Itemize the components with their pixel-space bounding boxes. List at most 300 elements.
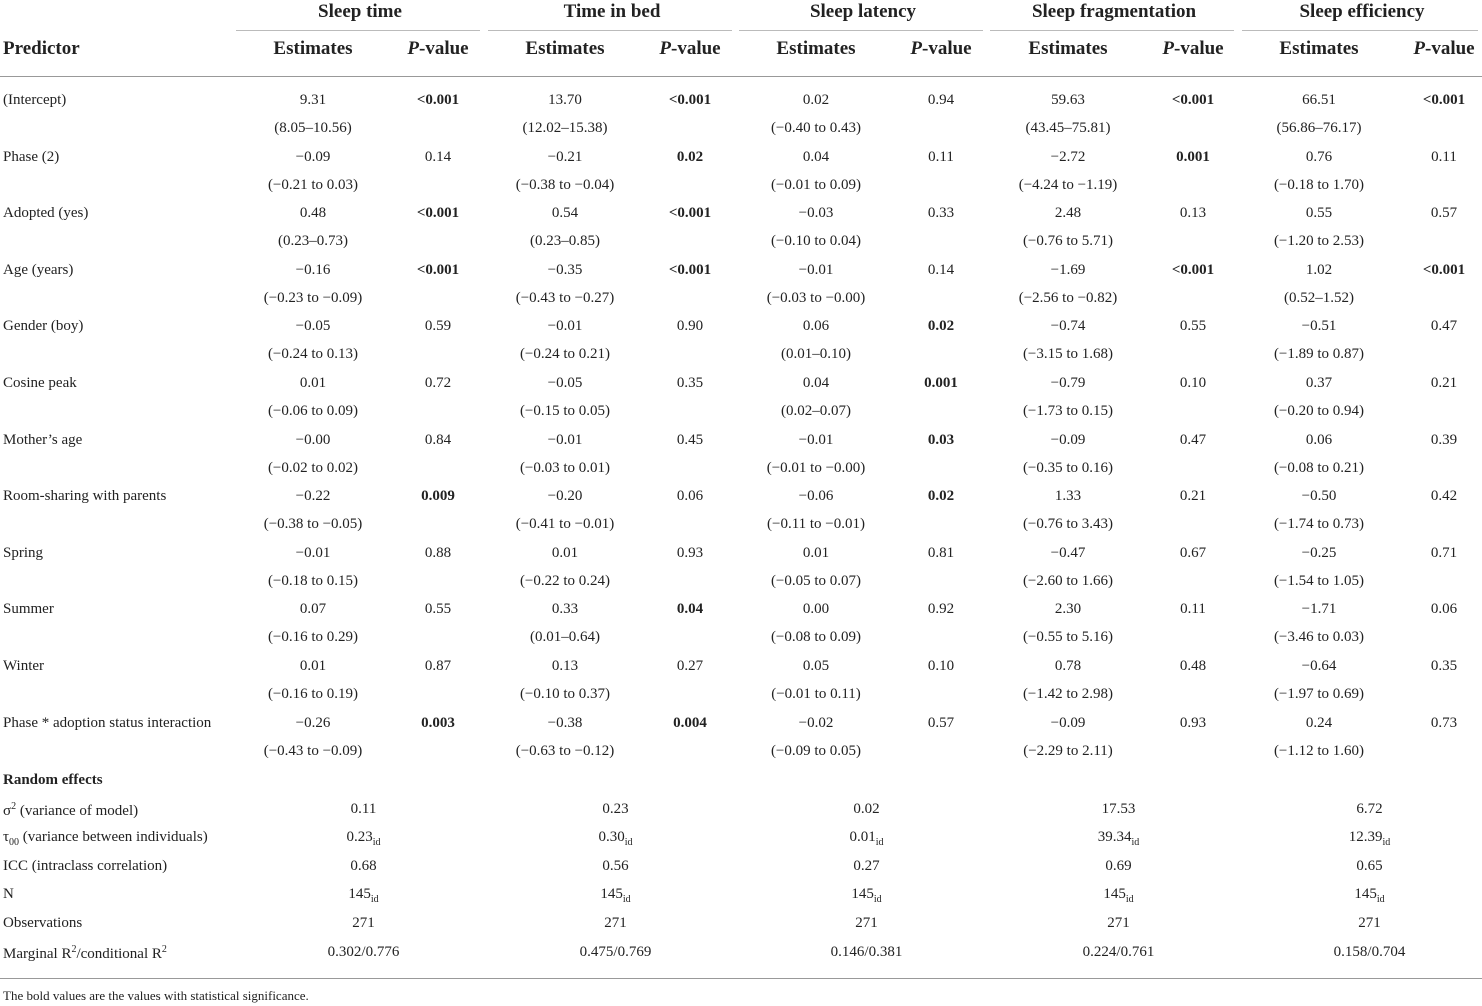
p-value: 0.84 (424, 431, 452, 448)
predictor-label: Adopted (yes) (3, 205, 89, 222)
p-italic: P (407, 38, 419, 59)
estimate-value: 2.48 (1054, 205, 1082, 222)
confidence-interval: (0.01–0.64) (530, 629, 600, 646)
confidence-interval: (−1.12 to 1.60) (1273, 742, 1365, 759)
value-text: 145 (600, 886, 623, 903)
p-value: 0.10 (927, 658, 955, 674)
p-value: 0.71 (1430, 544, 1458, 561)
estimate-value: 0.06 (1305, 431, 1333, 448)
p-value: 0.93 (676, 544, 704, 561)
p-value: 0.11 (928, 148, 954, 165)
confidence-interval: (−0.18 to 1.70) (1273, 176, 1365, 193)
random-effect-value (536, 886, 696, 905)
random-effect-label (3, 801, 138, 820)
random-effect-value (536, 858, 696, 875)
estimate-value: −0.64 (1301, 658, 1337, 674)
confidence-interval: (−1.54 to 1.05) (1273, 572, 1365, 589)
random-effects-heading: Random effects (3, 772, 103, 788)
random-effect-value (536, 944, 696, 961)
random-effect-value (787, 858, 947, 875)
estimate-value: −0.01 (295, 544, 331, 561)
estimate-value: 0.78 (1054, 658, 1082, 674)
random-effect-value (1290, 858, 1450, 875)
value-subscript: id (873, 894, 882, 906)
value-subscript: id (1131, 837, 1140, 849)
random-effect-value (1290, 915, 1450, 932)
value-text: 271 (604, 915, 627, 931)
outcome-underline (236, 30, 480, 31)
estimate-value: −0.25 (1301, 544, 1337, 561)
value-subscript: id (1125, 894, 1134, 906)
random-effect-value (1039, 886, 1199, 905)
label-text: Marginal R (3, 945, 72, 962)
value-text: 0.158/0.704 (1333, 943, 1406, 960)
confidence-interval: (43.45–75.81) (1025, 120, 1111, 136)
estimate-value: −0.50 (1301, 488, 1337, 505)
random-effect-value (1290, 886, 1450, 905)
p-value: 0.33 (927, 205, 955, 222)
random-effect-value (284, 858, 444, 875)
estimate-value: 0.02 (802, 92, 830, 108)
estimate-value: 0.01 (551, 544, 579, 561)
confidence-interval: (−4.24 to −1.19) (1018, 176, 1118, 193)
confidence-interval: (12.02–15.38) (522, 120, 608, 136)
value-subscript: id (1376, 894, 1385, 906)
value-text: 0.65 (1356, 857, 1383, 874)
label-text: ICC (intraclass correlation) (3, 857, 168, 874)
header-rule (0, 76, 1482, 77)
confidence-interval: (0.23–0.85) (530, 233, 600, 250)
value-subscript: id (1382, 837, 1391, 849)
p-value-header (388, 38, 488, 60)
value-text: 145 (1103, 886, 1126, 903)
p-suffix: -value (922, 38, 972, 59)
p-italic: P (1162, 38, 1174, 59)
random-effect-value (284, 829, 444, 848)
value-text: 0.56 (602, 857, 629, 874)
confidence-interval: (−0.23 to −0.09) (263, 289, 363, 306)
label-superscript: 2 (71, 943, 77, 955)
confidence-interval: (−0.08 to 0.09) (770, 629, 862, 646)
confidence-interval: (−0.40 to 0.43) (770, 120, 862, 136)
predictor-label: Cosine peak (3, 375, 77, 391)
estimate-value: −1.71 (1301, 601, 1337, 618)
outcome-underline (1242, 30, 1478, 31)
confidence-interval: (−0.09 to 0.05) (770, 742, 862, 759)
confidence-interval: (−0.01 to 0.11) (771, 686, 861, 702)
confidence-interval: (−1.97 to 0.69) (1273, 686, 1365, 702)
value-text: 0.68 (350, 857, 377, 874)
p-value-header (1143, 38, 1243, 60)
estimate-value: −0.09 (1050, 431, 1086, 448)
estimate-value: −0.35 (547, 261, 583, 278)
outcome-underline (488, 30, 732, 31)
confidence-interval: (−0.16 to 0.19) (267, 686, 359, 702)
random-effect-value (787, 944, 947, 961)
random-effect-label (3, 829, 208, 848)
random-effect-label (3, 915, 82, 932)
label-superscript: 2 (161, 943, 167, 955)
estimate-value: −0.09 (295, 148, 331, 165)
random-effect-value (284, 915, 444, 932)
predictor-label: Phase * adoption status interaction (3, 714, 212, 731)
confidence-interval: (−0.76 to 5.71) (1022, 233, 1114, 250)
confidence-interval: (0.01–0.10) (781, 346, 851, 363)
confidence-interval: (−0.15 to 0.05) (519, 403, 611, 419)
p-value: 0.10 (1179, 375, 1207, 391)
label-text: N (3, 886, 14, 903)
predictor-label: Winter (3, 658, 45, 674)
predictor-label: Phase (2) (3, 148, 60, 165)
value-text: 145 (851, 886, 874, 903)
value-text: 0.23 (346, 829, 373, 846)
p-value: 0.13 (1179, 205, 1207, 222)
predictor-label: Summer (3, 601, 54, 618)
estimate-value: −1.69 (1050, 261, 1086, 278)
random-effect-value (1290, 801, 1450, 818)
confidence-interval: (0.23–0.73) (278, 233, 348, 250)
value-text: 6.72 (1356, 800, 1383, 817)
estimate-value: 0.24 (1305, 714, 1333, 731)
p-value: 0.47 (1179, 431, 1207, 448)
label-text: /conditional R (76, 945, 162, 962)
value-subscript: id (370, 894, 379, 906)
p-value: 0.02 (927, 318, 955, 335)
p-value: 0.11 (1431, 148, 1457, 165)
estimate-value: −0.03 (798, 205, 834, 222)
p-value: 0.42 (1430, 488, 1458, 505)
estimate-value: 0.05 (802, 658, 830, 674)
estimate-value: 0.01 (299, 658, 327, 674)
confidence-interval: (−0.05 to 0.07) (770, 572, 862, 589)
value-text: 0.69 (1105, 857, 1132, 874)
predictor-label: Age (years) (3, 261, 74, 278)
confidence-interval: (−0.06 to 0.09) (267, 403, 359, 419)
estimate-value: 0.01 (802, 544, 830, 561)
p-italic: P (659, 38, 671, 59)
estimate-value: 66.51 (1302, 92, 1336, 108)
estimate-value: 0.01 (299, 375, 327, 391)
value-text: 17.53 (1101, 800, 1136, 817)
confidence-interval: (−0.38 to −0.04) (515, 176, 615, 193)
random-effect-value (284, 801, 444, 818)
p-value: 0.67 (1179, 544, 1207, 561)
p-value: <0.001 (1171, 261, 1215, 278)
estimate-value: −0.38 (547, 714, 583, 731)
confidence-interval: (−0.41 to −0.01) (515, 516, 615, 533)
p-value: 0.04 (676, 601, 704, 618)
estimate-value: 0.54 (551, 205, 579, 222)
confidence-interval: (−1.20 to 2.53) (1273, 233, 1365, 250)
estimates-header: Estimates (273, 38, 353, 59)
outcome-header: Sleep efficiency (1299, 1, 1425, 22)
random-effect-value (1039, 829, 1199, 848)
p-value: 0.35 (676, 375, 704, 391)
confidence-interval: (−1.89 to 0.87) (1273, 346, 1365, 363)
value-subscript: id (622, 894, 631, 906)
label-superscript: 2 (11, 800, 17, 812)
random-effect-value (1290, 944, 1450, 961)
p-value: 0.93 (1179, 714, 1207, 731)
confidence-interval: (56.86–76.17) (1276, 120, 1362, 136)
outcome-header: Sleep fragmentation (1031, 1, 1197, 22)
confidence-interval: (−0.63 to −0.12) (515, 742, 615, 759)
confidence-interval: (−0.02 to 0.02) (267, 459, 359, 476)
confidence-interval: (−1.74 to 0.73) (1273, 516, 1365, 533)
confidence-interval: (−0.10 to 0.04) (770, 233, 862, 250)
value-text: 0.11 (350, 800, 377, 817)
confidence-interval: (−3.46 to 0.03) (1273, 629, 1365, 646)
estimate-value: −0.06 (798, 488, 834, 505)
p-value: 0.73 (1430, 714, 1458, 731)
value-text: 0.02 (853, 800, 880, 817)
estimate-value: 0.48 (299, 205, 327, 222)
value-text: 0.23 (602, 800, 629, 817)
random-effect-value (1039, 944, 1199, 961)
estimate-value: −0.47 (1050, 544, 1086, 561)
outcome-underline (990, 30, 1234, 31)
random-effect-label (3, 858, 167, 875)
p-value: 0.88 (424, 544, 452, 561)
p-value: 0.003 (421, 714, 455, 731)
confidence-interval: (−1.73 to 0.15) (1022, 403, 1114, 419)
estimate-value: −0.26 (295, 714, 331, 731)
confidence-interval: (−0.03 to 0.01) (519, 459, 611, 476)
confidence-interval: (−0.35 to 0.16) (1022, 459, 1114, 476)
label-text: Observations (3, 915, 83, 931)
p-value: 0.45 (676, 431, 704, 448)
confidence-interval: (−0.21 to 0.03) (267, 176, 359, 193)
estimate-value: −0.02 (798, 714, 834, 731)
confidence-interval: (−0.11 to −0.01) (766, 516, 866, 533)
p-value: 0.06 (1430, 601, 1458, 618)
p-value: 0.59 (424, 318, 452, 335)
estimates-header: Estimates (1279, 38, 1359, 59)
p-value: 0.87 (424, 658, 452, 674)
p-value: 0.57 (927, 714, 955, 731)
value-text: 271 (352, 915, 375, 931)
p-value-header (891, 38, 991, 60)
value-text: 0.27 (853, 857, 880, 874)
confidence-interval: (8.05–10.56) (274, 120, 352, 136)
estimate-value: −0.05 (295, 318, 331, 335)
confidence-interval: (−0.43 to −0.09) (263, 742, 363, 759)
estimate-value: −0.05 (547, 375, 583, 391)
predictor-label: Room-sharing with parents (3, 488, 167, 505)
value-text: 145 (1354, 886, 1377, 903)
estimate-value: −0.00 (295, 431, 331, 448)
p-value: 0.39 (1430, 431, 1458, 448)
p-value: 0.92 (927, 601, 955, 618)
random-effect-value (1039, 801, 1199, 818)
p-suffix: -value (419, 38, 469, 59)
confidence-interval: (−0.10 to 0.37) (519, 686, 611, 702)
confidence-interval: (−0.38 to −0.05) (263, 516, 363, 533)
p-value: <0.001 (1171, 92, 1215, 108)
p-italic: P (1413, 38, 1425, 59)
estimate-value: −0.22 (295, 488, 331, 505)
value-text: 145 (348, 886, 371, 903)
label-text: σ (3, 802, 12, 819)
outcome-header: Time in bed (563, 1, 661, 22)
outcome-header: Sleep latency (809, 1, 917, 22)
confidence-interval: (−1.42 to 2.98) (1022, 686, 1114, 702)
confidence-interval: (−0.24 to 0.13) (267, 346, 359, 363)
table-footnote: The bold values are the values with statistical significance. (3, 988, 309, 1003)
predictor-label: Gender (boy) (3, 318, 84, 335)
p-value: 0.14 (927, 261, 955, 278)
confidence-interval: (−0.03 to −0.00) (766, 289, 866, 306)
p-value: 0.55 (1179, 318, 1207, 335)
p-value: 0.14 (424, 148, 452, 165)
confidence-interval: (−3.15 to 1.68) (1022, 346, 1114, 363)
random-effect-value (787, 886, 947, 905)
estimate-value: −2.72 (1050, 148, 1086, 165)
p-value: 0.72 (424, 375, 452, 391)
confidence-interval: (−0.76 to 3.43) (1022, 516, 1114, 533)
estimate-value: 0.76 (1305, 148, 1333, 165)
p-value: 0.47 (1430, 318, 1458, 335)
estimate-value: 0.55 (1305, 205, 1333, 222)
p-value: 0.81 (927, 544, 955, 561)
confidence-interval: (−2.56 to −0.82) (1018, 289, 1118, 306)
random-effect-value (284, 886, 444, 905)
bottom-rule (0, 978, 1482, 979)
estimate-value: 59.63 (1051, 92, 1085, 108)
predictor-label: Spring (3, 544, 44, 561)
p-value: 0.48 (1179, 658, 1207, 674)
value-text: 39.34 (1097, 829, 1132, 846)
outcome-underline (739, 30, 983, 31)
random-effect-label (3, 944, 167, 963)
p-value: 0.55 (424, 601, 452, 618)
estimate-value: 1.33 (1054, 488, 1082, 505)
random-effect-value (1290, 829, 1450, 848)
predictor-label: (Intercept) (3, 92, 67, 108)
p-value: 0.21 (1179, 488, 1207, 505)
predictor-label: Mother’s age (3, 431, 83, 448)
p-value: 0.27 (676, 658, 704, 674)
random-effect-value (787, 829, 947, 848)
p-value: <0.001 (416, 261, 460, 278)
random-effect-value (536, 829, 696, 848)
random-effect-value (284, 944, 444, 961)
estimate-value: 9.31 (299, 92, 327, 108)
p-value: <0.001 (1422, 261, 1466, 278)
estimate-value: 13.70 (548, 92, 582, 108)
value-text: 271 (855, 915, 878, 931)
label-subscript: 00 (9, 837, 20, 849)
value-text: 0.475/0.769 (579, 943, 652, 960)
confidence-interval: (−0.01 to 0.09) (770, 176, 862, 193)
estimates-header: Estimates (776, 38, 856, 59)
confidence-interval: (−0.08 to 0.21) (1273, 459, 1365, 476)
p-value: 0.001 (924, 375, 958, 391)
estimate-value: −0.74 (1050, 318, 1086, 335)
confidence-interval: (−0.24 to 0.21) (519, 346, 611, 363)
p-value: <0.001 (416, 92, 460, 108)
p-value: 0.35 (1430, 658, 1458, 674)
estimate-value: −0.09 (1050, 714, 1086, 731)
value-text: 0.224/0.761 (1082, 943, 1155, 960)
value-subscript: id (875, 837, 884, 849)
p-value: 0.94 (927, 92, 955, 108)
value-text: 271 (1107, 915, 1130, 931)
estimate-value: −0.01 (547, 318, 583, 335)
estimate-value: −0.01 (547, 431, 583, 448)
p-value: 0.02 (676, 148, 704, 165)
p-value: 0.90 (676, 318, 704, 335)
estimate-value: 1.02 (1305, 261, 1333, 278)
estimate-value: 0.07 (299, 601, 327, 618)
label-text: τ (3, 829, 10, 846)
p-value: 0.06 (676, 488, 704, 505)
confidence-interval: (0.02–0.07) (781, 403, 851, 419)
confidence-interval: (0.52–1.52) (1284, 289, 1354, 306)
confidence-interval: (−0.18 to 0.15) (267, 572, 359, 589)
confidence-interval: (−2.60 to 1.66) (1022, 572, 1114, 589)
p-value: 0.02 (927, 488, 955, 505)
random-effect-value (1039, 915, 1199, 932)
estimate-value: −0.20 (547, 488, 583, 505)
value-text: 271 (1358, 915, 1381, 931)
estimate-value: 0.04 (802, 375, 830, 391)
estimate-value: 0.13 (551, 658, 579, 674)
p-value: <0.001 (668, 205, 712, 222)
value-text: 0.01 (849, 829, 876, 846)
label-text: (variance between individuals) (19, 829, 208, 846)
value-subscript: id (372, 837, 381, 849)
confidence-interval: (−2.29 to 2.11) (1023, 742, 1113, 759)
value-text: 0.146/0.381 (830, 943, 903, 960)
estimate-value: 0.37 (1305, 375, 1333, 391)
estimate-value: −0.79 (1050, 375, 1086, 391)
estimate-value: 0.33 (551, 601, 579, 618)
p-value-header (1394, 38, 1482, 60)
p-value: 0.004 (673, 714, 707, 731)
random-effect-value (536, 801, 696, 818)
confidence-interval: (−0.22 to 0.24) (519, 572, 611, 589)
estimate-value: −0.16 (295, 261, 331, 278)
value-text: 0.30 (598, 829, 625, 846)
random-effect-value (1039, 858, 1199, 875)
p-value: 0.11 (1180, 601, 1206, 618)
value-text: 12.39 (1348, 829, 1383, 846)
estimate-value: 0.04 (802, 148, 830, 165)
p-value: <0.001 (1422, 92, 1466, 108)
p-value: 0.21 (1430, 375, 1458, 391)
p-suffix: -value (671, 38, 721, 59)
label-text: (variance of model) (16, 802, 139, 819)
estimates-header: Estimates (1028, 38, 1108, 59)
p-value: <0.001 (416, 205, 460, 222)
random-effect-value (787, 801, 947, 818)
p-value: 0.009 (421, 488, 455, 505)
estimate-value: 2.30 (1054, 601, 1082, 618)
value-subscript: id (624, 837, 633, 849)
estimate-value: −0.01 (798, 431, 834, 448)
predictor-header: Predictor (3, 38, 80, 59)
value-text: 0.302/0.776 (327, 943, 400, 960)
estimate-value: −0.51 (1301, 318, 1337, 335)
confidence-interval: (−0.01 to −0.00) (766, 459, 866, 476)
p-value: 0.57 (1430, 205, 1458, 222)
p-value-header (640, 38, 740, 60)
estimate-value: −0.21 (547, 148, 583, 165)
estimate-value: 0.06 (802, 318, 830, 335)
p-italic: P (910, 38, 922, 59)
p-value: <0.001 (668, 261, 712, 278)
